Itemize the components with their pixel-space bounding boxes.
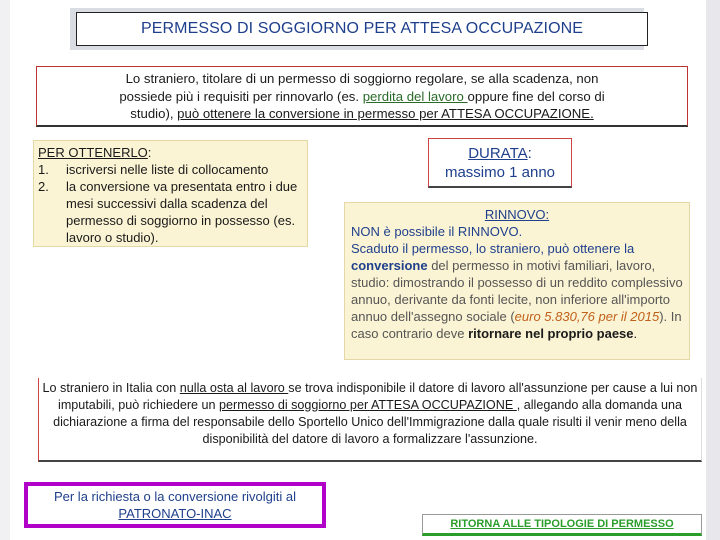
job-loss-link[interactable]: perdita del lavoro (362, 88, 468, 104)
lower-text-1: Lo straniero in Italia con (42, 381, 180, 395)
permit-waiting-link[interactable]: permesso di soggiorno per ATTESA OCCUPAZIONE (219, 398, 517, 412)
duration-box (428, 138, 572, 188)
patronato-link[interactable]: PATRONATO-INAC (118, 506, 232, 521)
renewal-paragraph (351, 240, 683, 342)
duration-value: massimo 1 anno (444, 164, 556, 181)
obtain-list (38, 161, 303, 246)
left-frame (0, 0, 10, 540)
list-item (38, 178, 303, 246)
duration-heading-label: DURATA (468, 145, 528, 162)
list-item-text: la conversione va presentata entro i due mesi successivi dalla scadenza del permesso di soggiorno in possesso (es. lavoro o studio). (66, 179, 298, 245)
intro-line-2 (37, 88, 687, 106)
lower-text-2: se trova indisponibile il datore di lavoro all'assunzione per cause a lui non imputabili, può richiedere un (58, 381, 698, 412)
intro-line-3 (37, 105, 687, 123)
intro-line-1: Lo straniero, titolare di un permesso di soggiorno regolare, se alla scadenza, non (125, 71, 599, 86)
duration-heading-colon: : (527, 145, 532, 162)
duration-heading (429, 144, 571, 163)
obtain-heading-label: PER OTTENERLO (38, 145, 148, 160)
page-title: PERMESSO DI SOGGIORNO PER ATTESA OCCUPAZIONE (140, 20, 584, 37)
list-item-text: iscriversi nelle liste di collocamento (66, 162, 269, 177)
renewal-return: ritornare nel proprio paese (468, 326, 634, 341)
obtain-box (33, 140, 308, 247)
intro-conversion-text: può ottenere la conversione in permesso per ATTESA OCCUPAZIONE. (177, 106, 594, 121)
renewal-heading-label: RINNOVO (484, 207, 546, 222)
lower-text-3: , allegando alla domanda una dichiarazione a firma del responsabile dello Sportello Unico dell'Immigrazione dalla quale risulti il venir meno della disponibilità del datore di lavoro a formalizzare l'assunzione. (53, 398, 687, 446)
intro-line-2a: possiede più i requisiti per rinnovarlo (es. (119, 88, 363, 104)
work-permit-link[interactable]: nulla osta al lavoro (179, 381, 289, 395)
intro-line-2b: oppure fine del corso di (467, 88, 605, 104)
renewal-box (344, 202, 690, 360)
obtain-heading (38, 144, 303, 161)
contact-box (24, 482, 326, 528)
right-frame (706, 0, 720, 540)
renewal-not-possible: NON è possibile il RINNOVO. (351, 224, 523, 239)
obtain-heading-colon: : (147, 145, 152, 160)
list-item-number: 1. (38, 162, 49, 177)
intro-box (36, 66, 688, 127)
renewal-end: . (633, 326, 638, 341)
waiting-employment-box (38, 378, 702, 462)
renewal-heading (351, 206, 683, 223)
back-to-permits-link[interactable]: RITORNA ALLE TIPOLOGIE DI PERMESSO (422, 514, 702, 536)
list-item-number: 2. (38, 179, 49, 194)
renewal-heading-colon: : (545, 207, 550, 222)
title-box (76, 12, 648, 46)
contact-line: Per la richiesta o la conversione rivolgiti al (53, 489, 297, 504)
list-item (38, 161, 303, 178)
renewal-text-3: ). In caso contrario deve (351, 309, 682, 341)
renewal-text-1: Scaduto il permesso, lo straniero, può ottenere la (351, 241, 635, 256)
renewal-amount: euro 5.830,76 per il 2015 (514, 309, 660, 324)
renewal-text-2: del permesso in motivi familiari, lavoro, studio: dimostrando il possesso di un reddito complessivo annuo, derivante da fonti lecite, non inferiore all'importo annuo dell'assegno sociale ( (351, 258, 683, 324)
renewal-conversion: conversione (351, 258, 428, 273)
intro-line-3a: studio), (130, 106, 178, 121)
